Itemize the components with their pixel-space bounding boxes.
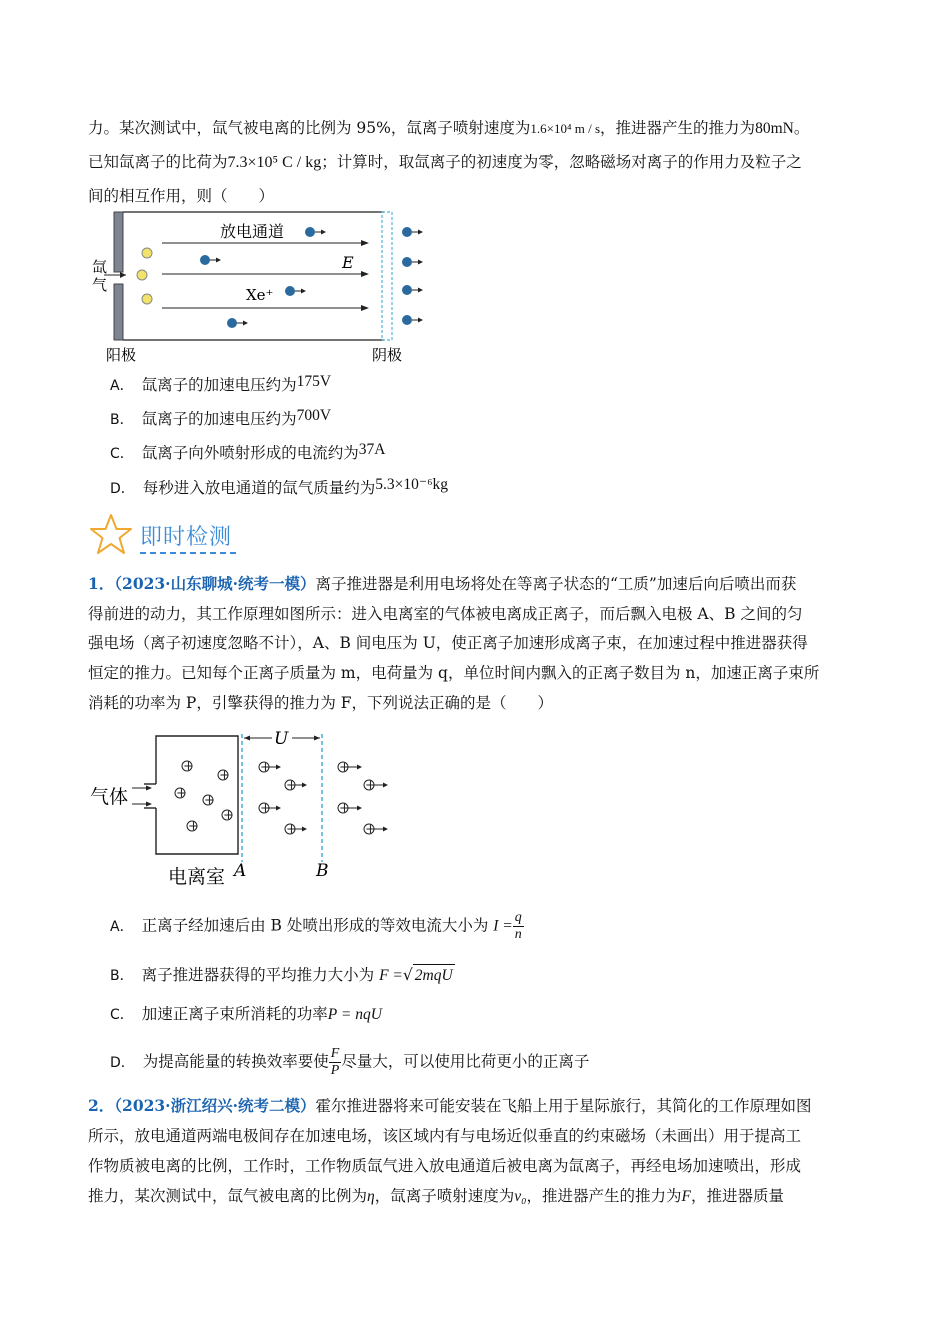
svg-text:+: + (204, 793, 215, 808)
svg-text:+: + (286, 778, 297, 793)
q1-option-a (110, 910, 524, 943)
ion-thruster-diagram (84, 726, 404, 892)
q2-line-4 (88, 1185, 784, 1208)
formula-v0: v₀ (514, 1188, 527, 1205)
option-label: C． (110, 1007, 134, 1023)
formula-lhs: I = (493, 917, 513, 935)
option-c (110, 442, 386, 465)
svg-text:+: + (188, 819, 199, 834)
formula-charge-ratio: 7.3×10⁵ C / kg (227, 154, 322, 171)
fraction-numerator: F (330, 1046, 340, 1061)
option-value: 5.3×10⁻⁶kg (375, 476, 448, 493)
q2-line-1 (88, 1095, 812, 1117)
neutral-atom (142, 294, 152, 304)
svg-text:+: + (219, 768, 230, 783)
voltage-label: U (274, 729, 289, 749)
option-b (110, 408, 331, 431)
svg-text:+: + (260, 801, 271, 816)
intro-line-1 (88, 117, 809, 140)
svg-text:+: + (339, 760, 350, 775)
section-underline (140, 552, 236, 554)
option-a (110, 374, 331, 397)
xenon-ion (402, 315, 423, 325)
svg-text:+: + (176, 786, 187, 801)
xenon-ion (227, 318, 248, 328)
option-text: 氙离子向外喷射形成的电流约为 (141, 444, 359, 462)
fraction-denominator: n (514, 927, 522, 942)
star-icon (88, 512, 134, 558)
section-title: 即时检测 (140, 525, 233, 550)
option-label: D． (110, 1054, 135, 1071)
q1-line-4: 恒定的推力。已知每个正离子质量为 m，电荷量为 q，单位时间内飘入的正离子数目为 n，加速正离子束所 (88, 664, 820, 682)
positive-ions-in-chamber (175, 759, 234, 834)
option-value: 175V (296, 373, 332, 390)
gas-label-top: 氙 (92, 258, 108, 276)
formula-f: F (681, 1188, 691, 1205)
accelerating-ions (259, 760, 307, 837)
sqrt-content: 2mqU (413, 964, 455, 987)
ion-label: Xe⁺ (246, 286, 274, 304)
q1-option-b: B． 离子推进器获得的平均推力大小为 F =√ 2mqU (110, 964, 455, 987)
question-source: （2023·浙江绍兴·统考二模） (114, 1096, 316, 1115)
svg-text:+: + (365, 822, 376, 837)
fraction-numerator: q (514, 910, 522, 925)
question-text: 推力，某次测试中，氙气被电离的比例为 (88, 1187, 368, 1205)
xenon-ion (200, 255, 221, 265)
question-number: 1． (88, 574, 115, 593)
option-text: 氙离子的加速电压约为 (141, 376, 297, 394)
channel-label: 放电通道 (220, 222, 285, 241)
option-text: 为提高能量的转换效率要使 (142, 1052, 329, 1071)
field-arrowhead (361, 271, 369, 277)
intro-text: ，推进器产生的推力为 (600, 119, 756, 137)
intro-text: 。 (793, 119, 810, 137)
cathode-grid (382, 212, 392, 340)
field-arrowhead (361, 240, 369, 246)
question-text: ，推进器质量 (691, 1187, 785, 1205)
cathode-label: 阴极 (372, 346, 403, 364)
option-text: 尽量大，可以使用比荷更小的正离子 (341, 1052, 590, 1071)
question-text: ，氙离子喷射速度为 (374, 1187, 515, 1205)
svg-text:+: + (286, 822, 297, 837)
intro-text: 力。某次测试中，氙气被电离的比例为 95%，氙离子喷射速度为 (88, 119, 531, 137)
xenon-ion (305, 227, 326, 237)
anode-plate-bottom (114, 284, 123, 340)
option-label: A． (110, 378, 134, 394)
option-text: 正离子经加速后由 B 处喷出形成的等效电流大小为 (141, 916, 489, 935)
intro-text: ；计算时，取氙离子的初速度为零，忽略磁场对离子的作用力及粒子之 (321, 153, 802, 171)
fraction-denominator: P (330, 1063, 340, 1078)
anode-plate-top (114, 212, 123, 272)
svg-text:+: + (260, 760, 271, 775)
question-text: ，推进器产生的推力为 (526, 1187, 682, 1205)
q1-line-1 (88, 573, 796, 595)
gas-label: 气体 (90, 786, 129, 808)
option-text: 每秒进入放电通道的氙气质量约为 (142, 479, 376, 497)
xenon-ion (402, 257, 423, 267)
q1-option-d (110, 1046, 589, 1079)
question-source: （2023·山东聊城·统考一模） (114, 574, 316, 593)
xenon-ion (402, 227, 423, 237)
q1-option-c (110, 1003, 382, 1026)
question-text: 离子推进器是利用电场将处在等离子状态的“工质”加速后向后喷出而获 (315, 575, 797, 593)
fraction (513, 910, 524, 943)
xenon-ion (402, 285, 423, 295)
electrode-a-label: A (234, 861, 247, 881)
field-arrowhead (361, 305, 369, 311)
neutral-atom (137, 270, 147, 280)
q2-line-2: 所示，放电通道两端电极间存在加速电场，该区域内有与电场近似垂直的约束磁场（未画出）用于提高工 (88, 1127, 802, 1145)
svg-text:+: + (365, 778, 376, 793)
q1-line-5: 消耗的功率为 P，引擎获得的推力为 F，下列说法正确的是（ ） (88, 694, 554, 712)
intro-text: 已知氙离子的比荷为 (88, 153, 228, 171)
intro-line-3: 间的相互作用，则（ ） (88, 187, 275, 205)
option-d (110, 477, 448, 500)
formula-lhs: F = (379, 967, 403, 984)
option-value: 37A (358, 441, 386, 458)
svg-text:+: + (339, 801, 350, 816)
electrode-b-label: B (316, 861, 329, 881)
fraction (329, 1046, 342, 1079)
formula-speed: 1.6×10⁴ m / s (530, 121, 601, 136)
option-text: 氙离子的加速电压约为 (141, 410, 297, 428)
formula: P = nqU (327, 1006, 382, 1023)
option-text: 离子推进器获得的平均推力大小为 (141, 966, 375, 984)
svg-text:+: + (223, 808, 234, 823)
xenon-ion (285, 286, 306, 296)
gas-inlet-arrows (132, 786, 152, 807)
ionization-chamber (156, 736, 238, 854)
option-label: D． (110, 481, 135, 497)
ejected-ions (338, 760, 388, 837)
neutral-atom (142, 248, 152, 258)
option-label: A． (110, 918, 134, 935)
option-value: 700V (296, 407, 332, 424)
option-text: 加速正离子束所消耗的功率 (141, 1005, 328, 1023)
formula-thrust: 80mN (755, 120, 794, 137)
q1-line-2: 得前进的动力，其工作原理如图所示：进入电离室的气体被电离成正离子，而后飘入电极 A、B 之间的匀 (88, 605, 803, 623)
gas-label-bottom: 气 (92, 276, 108, 294)
question-number: 2． (88, 1096, 115, 1115)
option-label: B． (110, 412, 134, 428)
formula-eta: η (367, 1188, 375, 1205)
chamber-label: 电离室 (168, 866, 226, 888)
q2-line-3: 作物质被电离的比例，工作时，工作物质氙气进入放电通道后被电离为氙离子，再经电场加速喷出，形成 (88, 1157, 802, 1175)
hall-thruster-diagram (84, 210, 444, 370)
q1-line-3: 强电场（离子初速度忽略不计），A、B 间电压为 U，使正离子加速形成离子束，在加速过程中推进器获得 (88, 634, 808, 652)
option-label: C． (110, 446, 134, 462)
question-text: 霍尔推进器将来可能安装在飞船上用于星际旅行，其简化的工作原理如图 (315, 1097, 812, 1115)
svg-text:+: + (183, 759, 194, 774)
gas-inlet-arrowhead (120, 272, 126, 278)
anode-label: 阳极 (106, 346, 137, 364)
field-label: E (342, 253, 354, 272)
intro-line-2 (88, 151, 802, 174)
option-label: B． (110, 968, 134, 984)
